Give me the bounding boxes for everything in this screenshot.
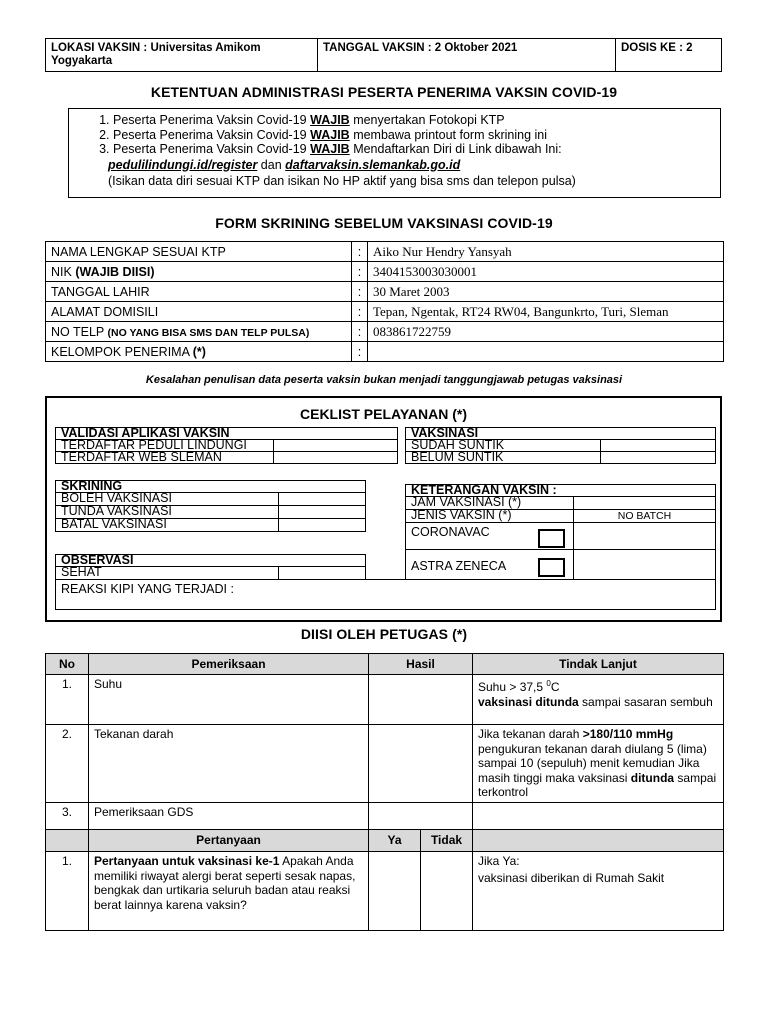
pemeriksaan-tekanan-darah: Tekanan darah (89, 725, 369, 803)
tindak-lanjut-tekanan-darah: Jika tekanan darah >180/110 mmHg pengukuran tekanan darah diulang 5 (lima) sampai 10 (sepuluh) menit kemudian Jika masih tinggi maka vaksinasi ditunda sampai terkontrol (473, 725, 724, 803)
lokasi-vaksin: LOKASI VAKSIN : Universitas Amikom Yogyakarta (46, 39, 318, 72)
reaksi-kipi-field[interactable]: REAKSI KIPI YANG TERJADI : (55, 579, 716, 610)
identity-row-nik (46, 262, 724, 282)
title-petugas: DIISI OLEH PETUGAS (*) (300, 626, 468, 642)
col-pemeriksaan: Pemeriksaan (89, 654, 369, 675)
link-daftarvaksin[interactable]: daftarvaksin.slemankab.go.id (285, 157, 461, 172)
pemeriksaan-suhu: Suhu (89, 675, 369, 725)
petugas-table (45, 653, 724, 931)
dosis-ke: DOSIS KE : 2 (616, 39, 722, 72)
vaksinasi-belum-suntik-check[interactable] (600, 451, 716, 464)
skrining-boleh-check[interactable] (278, 492, 366, 506)
pertanyaan-1-tidak[interactable] (421, 852, 473, 931)
observasi-sehat: SEHAT (55, 566, 279, 580)
vaksinasi-sudah-suntik: SUDAH SUNTIK (405, 439, 601, 452)
skrining-tunda: TUNDA VAKSINASI (55, 505, 279, 519)
identity-table (45, 241, 724, 362)
checklist-box (45, 396, 722, 622)
pemeriksaan-gds: Pemeriksaan GDS (89, 803, 369, 830)
identity-row-alamat (46, 302, 724, 322)
row-suhu: 1. Suhu Suhu > 37,5 $^0$C vaksinasi ditunda sampai sasaran sembuh (46, 675, 724, 725)
value-tanggal-lahir[interactable]: 30 Maret 2003 (368, 282, 724, 302)
jam-vaksinasi-label: JAM VAKSINASI (*) (405, 496, 574, 510)
value-nama[interactable]: Aiko Nur Hendry Yansyah (368, 242, 724, 262)
hasil-gds[interactable] (369, 803, 473, 830)
col-pertanyaan: Pertanyaan (89, 830, 369, 852)
coronavac-label: CORONAVAC (405, 522, 574, 550)
value-no-telp[interactable]: 083861722759 (368, 322, 724, 342)
skrining-tunda-check[interactable] (278, 505, 366, 519)
col-hasil: Hasil (369, 654, 473, 675)
coronavac-checkbox[interactable] (538, 529, 565, 548)
separator: : (352, 302, 368, 322)
validasi-header: VALIDASI APLIKASI VAKSIN (55, 427, 398, 440)
rule-links: pedulilindungi.id/register dan daftarvaksin.slemankab.go.id (108, 157, 461, 172)
separator: : (352, 262, 368, 282)
row-tekanan-darah: 2. Tekanan darah Jika tekanan darah >180/110 mmHg pengukuran tekanan darah diulang 5 (lima) sampai 10 (sepuluh) menit kemudian Jika masih tinggi maka vaksinasi ditunda sampai terkontrol (46, 725, 724, 803)
skrining-boleh: BOLEH VAKSINASI (55, 492, 279, 506)
validasi-peduli-lindungi: TERDAFTAR PEDULI LINDUNGI (55, 439, 274, 452)
validasi-web-sleman-check[interactable] (273, 451, 398, 464)
separator: : (352, 282, 368, 302)
observasi-header: OBSERVASI (55, 554, 366, 567)
no-batch-label: NO BATCH (573, 509, 716, 523)
hasil-suhu[interactable] (369, 675, 473, 725)
keterangan-header: KETERANGAN VAKSIN : (405, 484, 716, 497)
col-tindak-lanjut: Tindak Lanjut (473, 654, 724, 675)
rule-note: (Isikan data diri sesuai KTP dan isikan No HP aktif yang bisa sms dan telepon pulsa) (108, 173, 576, 188)
validasi-web-sleman: TERDAFTAR WEB SLEMAN (55, 451, 274, 464)
pertanyaan-1-ya[interactable] (369, 852, 421, 931)
disclaimer: Kesalahan penulisan data peserta vaksin bukan menjadi tanggungjawab petugas vaksinasi (145, 374, 623, 386)
col-no: No (46, 654, 89, 675)
vaksinasi-belum-suntik: BELUM SUNTIK (405, 451, 601, 464)
separator: : (352, 322, 368, 342)
astra-label: ASTRA ZENECA (405, 549, 574, 580)
pertanyaan-1-text: Pertanyaan untuk vaksinasi ke-1 Apakah Anda memiliki riwayat alergi berat seperti sesak napas, bengkak dan urtikaria seluruh badan atau reaksi berat lainnya karena vaksin? (89, 852, 369, 931)
value-alamat[interactable]: Tepan, Ngentak, RT24 RW04, Bangunkrto, Turi, Sleman (368, 302, 724, 322)
astra-batch-field[interactable] (573, 549, 716, 580)
petugas-header-row (46, 654, 724, 675)
label-nama: NAMA LENGKAP SESUAI KTP (46, 242, 352, 262)
observasi-sehat-check[interactable] (278, 566, 366, 580)
checklist-title: CEKLIST PELAYANAN (*) (300, 406, 467, 422)
jenis-vaksin-label: JENIS VAKSIN (*) (405, 509, 574, 523)
coronavac-batch-field[interactable] (573, 522, 716, 550)
identity-row-nama (46, 242, 724, 262)
identity-row-kelompok (46, 342, 724, 362)
pertanyaan-header-row (46, 830, 724, 852)
identity-row-no-telp (46, 322, 724, 342)
title-form: FORM SKRINING SEBELUM VAKSINASI COVID-19 (215, 215, 553, 231)
tanggal-vaksin: TANGGAL VAKSIN : 2 Oktober 2021 (318, 39, 616, 72)
label-nik: NIK (WAJIB DIISI) (46, 262, 352, 282)
tindak-lanjut-suhu: Suhu > 37,5 $^0$C vaksinasi ditunda sampai sasaran sembuh (473, 675, 724, 725)
value-nik[interactable]: 3404153003030001 (368, 262, 724, 282)
skrining-batal: BATAL VAKSINASI (55, 518, 279, 532)
value-kelompok[interactable] (368, 342, 724, 362)
jam-vaksinasi-field[interactable] (573, 496, 716, 510)
skrining-batal-check[interactable] (278, 518, 366, 532)
title-ketentuan: KETENTUAN ADMINISTRASI PESERTA PENERIMA VAKSIN COVID-19 (150, 84, 618, 100)
separator: : (352, 242, 368, 262)
vaksinasi-header: VAKSINASI (405, 427, 716, 440)
row-pertanyaan-1: 1. Pertanyaan untuk vaksinasi ke-1 Apakah Anda memiliki riwayat alergi berat seperti sesak napas, bengkak dan urtikaria seluruh badan atau reaksi berat lainnya karena vaksin? Jika Ya: vaksinasi diberikan di Rumah Sakit (46, 852, 724, 931)
rule-2: 2. Peserta Penerima Vaksin Covid-19 WAJIB membawa printout form skrining ini (113, 128, 720, 143)
label-kelompok: KELOMPOK PENERIMA (*) (46, 342, 352, 362)
tindak-lanjut-pertanyaan-1: Jika Ya: vaksinasi diberikan di Rumah Sakit (473, 852, 724, 931)
row-gds: 3. Pemeriksaan GDS (46, 803, 724, 830)
tindak-lanjut-gds (473, 803, 724, 830)
rule-3: 3. Peserta Penerima Vaksin Covid-19 WAJIB Mendaftarkan Diri di Link dibawah Ini: (113, 142, 720, 157)
astra-checkbox[interactable] (538, 558, 565, 577)
rule-1: 1. Peserta Penerima Vaksin Covid-19 WAJIB menyertakan Fotokopi KTP (113, 113, 720, 128)
col-ya: Ya (369, 830, 421, 852)
col-tidak: Tidak (421, 830, 473, 852)
identity-row-tanggal-lahir (46, 282, 724, 302)
label-no-telp: NO TELP (NO YANG BISA SMS DAN TELP PULSA) (46, 322, 352, 342)
separator: : (352, 342, 368, 362)
label-alamat: ALAMAT DOMISILI (46, 302, 352, 322)
header-table (45, 38, 722, 72)
link-pedulilindungi[interactable]: pedulilindungi.id/register (108, 157, 258, 172)
hasil-tekanan-darah[interactable] (369, 725, 473, 803)
rules-box (68, 108, 721, 198)
skrining-header: SKRINING (55, 480, 366, 493)
label-tanggal-lahir: TANGGAL LAHIR (46, 282, 352, 302)
